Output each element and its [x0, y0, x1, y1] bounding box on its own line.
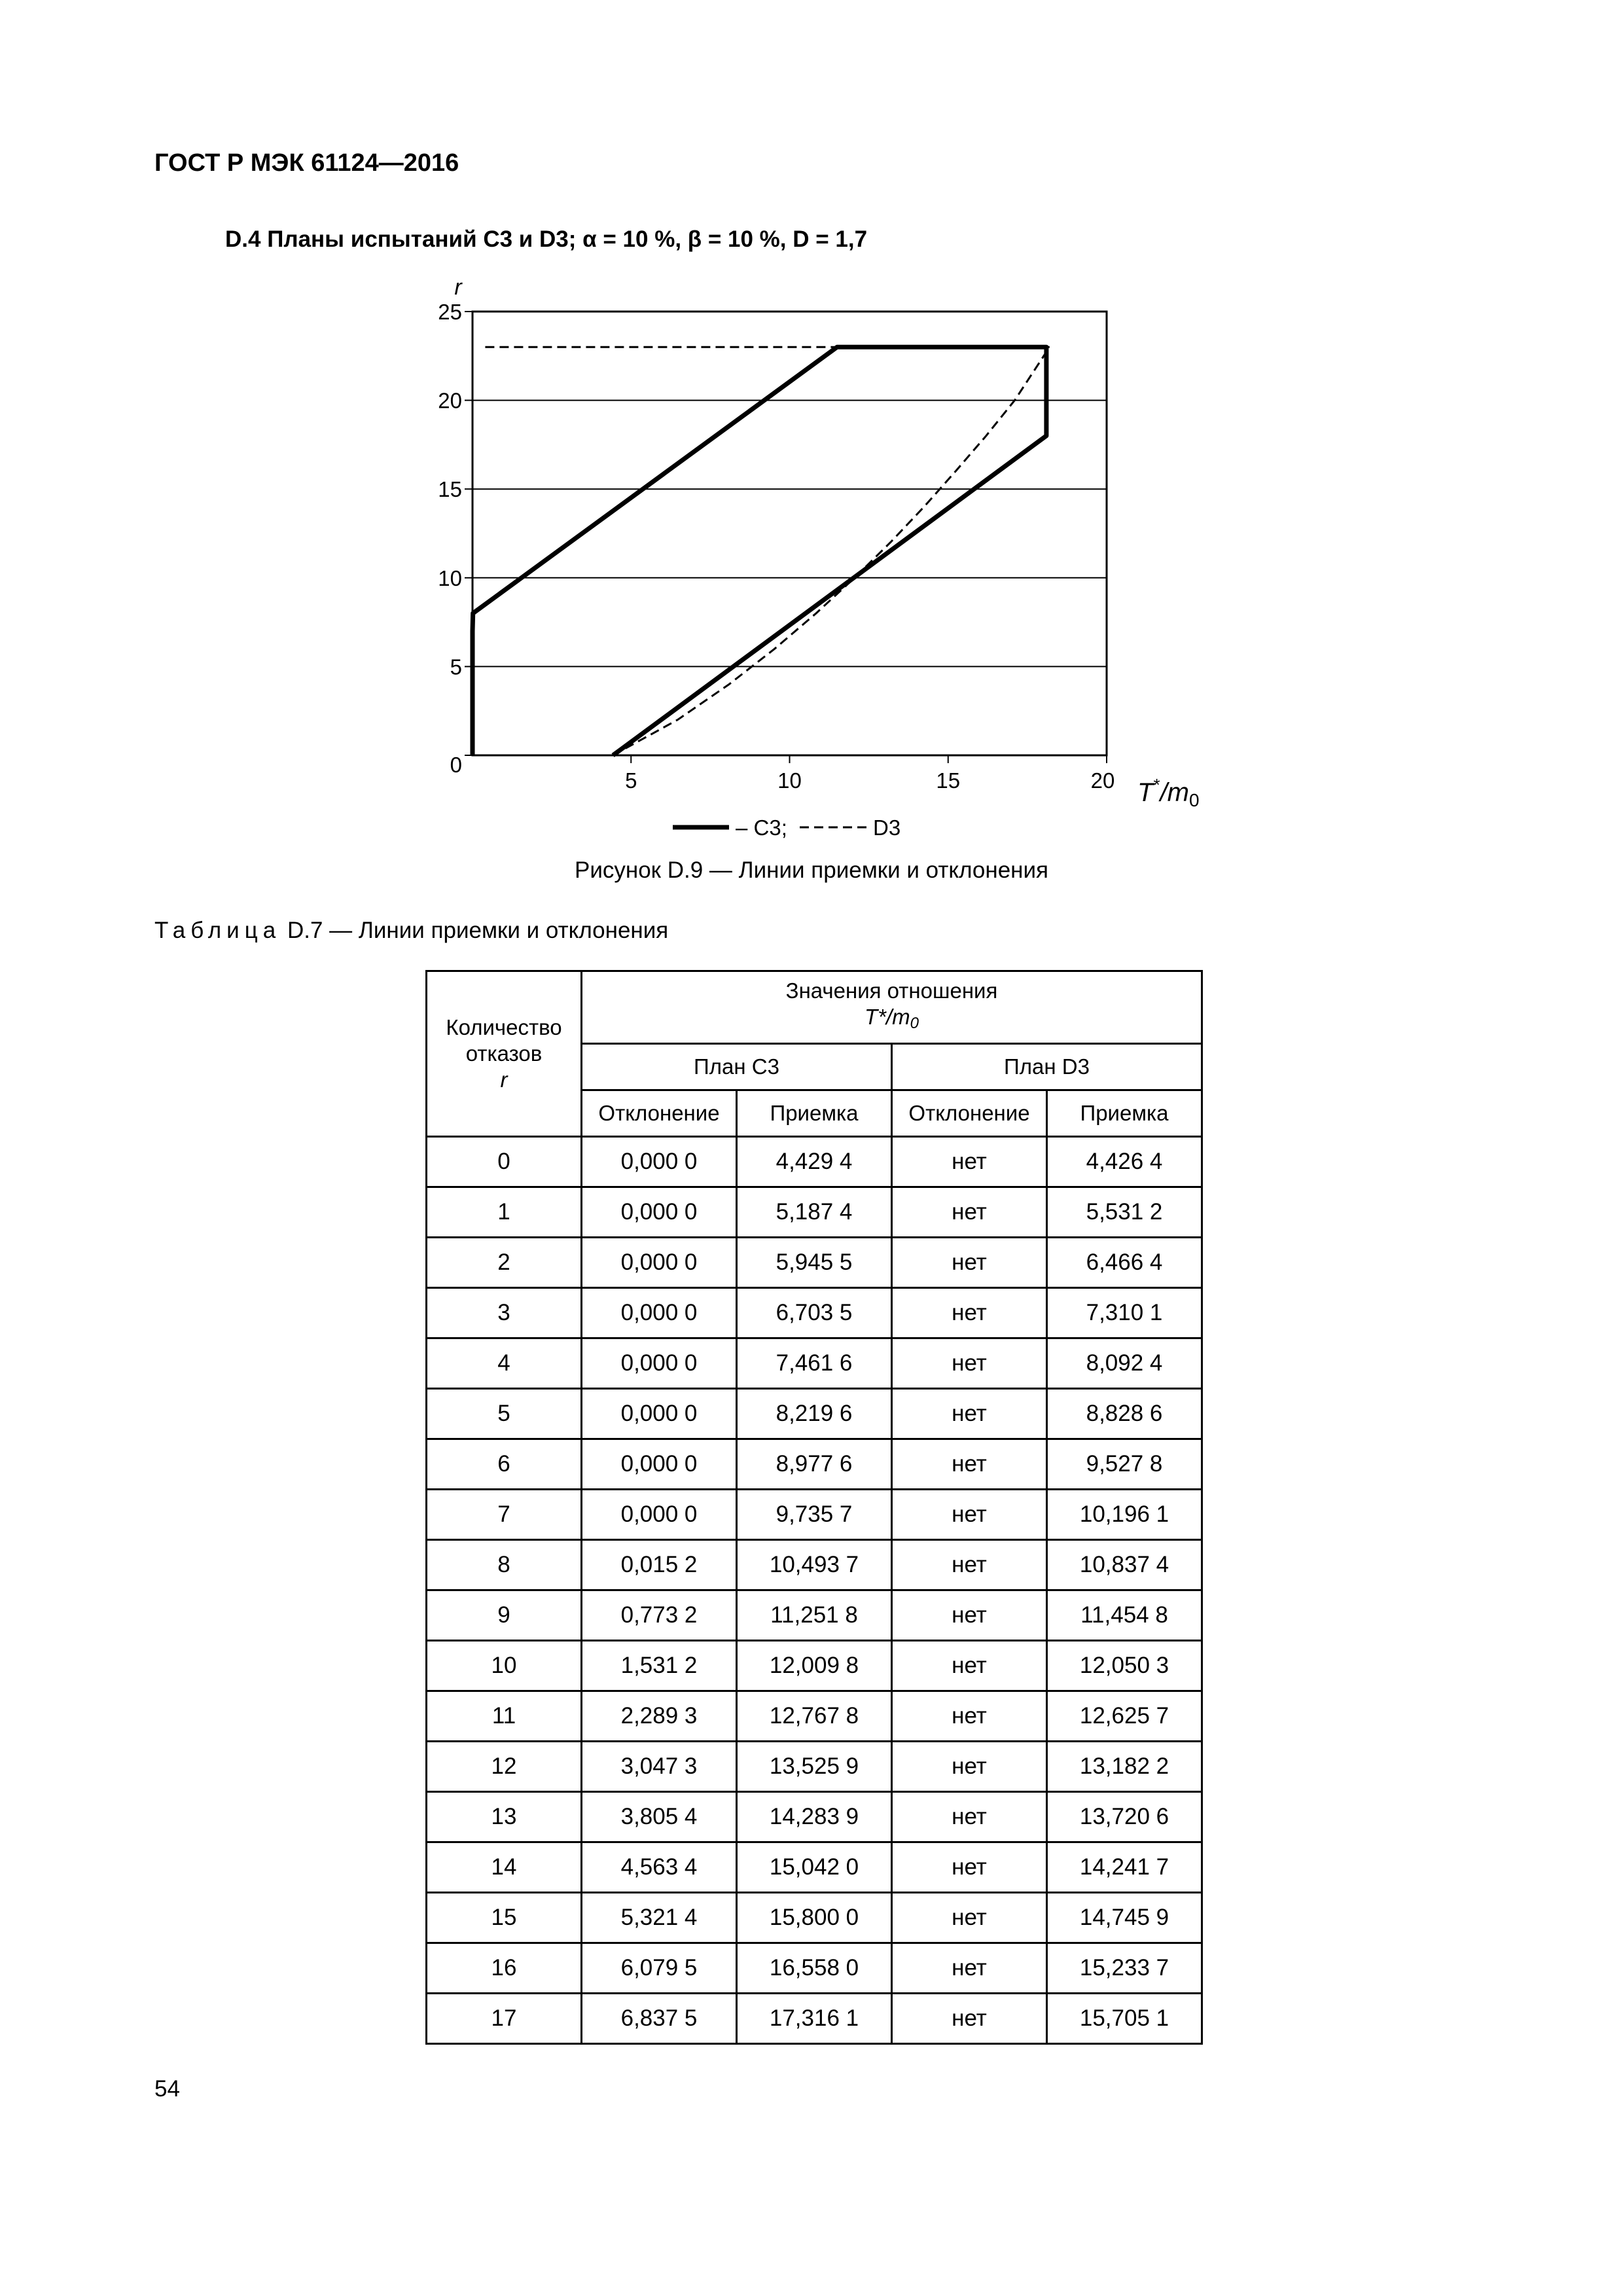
- cell-d3-reject: нет: [892, 1137, 1047, 1187]
- cell-r: 3: [427, 1288, 582, 1338]
- cell-d3-reject: нет: [892, 1288, 1047, 1338]
- cell-c3-reject: 3,047 3: [582, 1742, 737, 1792]
- cell-c3-accept: 16,558 0: [737, 1943, 892, 1994]
- table-row: [427, 1187, 1202, 1238]
- y-tick-labels: [438, 300, 462, 777]
- y-tick-label: 10: [438, 565, 462, 590]
- cell-r: 0: [427, 1137, 582, 1187]
- table-row: [427, 1338, 1202, 1389]
- header-c3-reject: Отклонение: [582, 1090, 737, 1137]
- table-row: [427, 1842, 1202, 1893]
- table-caption: [154, 918, 668, 944]
- cell-c3-accept: 8,977 6: [737, 1439, 892, 1490]
- table-body: [427, 1137, 1202, 2044]
- series-line-d3: [613, 347, 1050, 755]
- cell-d3-reject: нет: [892, 1893, 1047, 1943]
- figure-caption: Рисунок D.9 — Линии приемки и отклонения: [574, 857, 1048, 883]
- table-row: [427, 1641, 1202, 1691]
- cell-d3-reject: нет: [892, 1187, 1047, 1238]
- cell-d3-accept: 7,310 1: [1047, 1288, 1202, 1338]
- cell-r: 12: [427, 1742, 582, 1792]
- cell-d3-accept: 11,454 8: [1047, 1590, 1202, 1641]
- cell-c3-accept: 11,251 8: [737, 1590, 892, 1641]
- cell-c3-reject: 6,837 5: [582, 1994, 737, 2044]
- header-d3-reject: Отклонение: [892, 1090, 1047, 1137]
- cell-d3-reject: нет: [892, 1590, 1047, 1641]
- cell-d3-reject: нет: [892, 1540, 1047, 1590]
- legend-label-d3: D3: [873, 816, 901, 840]
- cell-r: 17: [427, 1994, 582, 2044]
- cell-d3-accept: 14,745 9: [1047, 1893, 1202, 1943]
- cell-d3-accept: 15,705 1: [1047, 1994, 1202, 2044]
- cell-c3-accept: 6,703 5: [737, 1288, 892, 1338]
- cell-r: 5: [427, 1389, 582, 1439]
- header-failures-count: Количество отказов r: [427, 971, 582, 1137]
- cell-c3-reject: 4,563 4: [582, 1842, 737, 1893]
- cell-c3-accept: 5,187 4: [737, 1187, 892, 1238]
- x-tick-labels: [625, 768, 1115, 793]
- cell-c3-reject: 0,015 2: [582, 1540, 737, 1590]
- cell-c3-reject: 0,000 0: [582, 1288, 737, 1338]
- cell-d3-accept: 14,241 7: [1047, 1842, 1202, 1893]
- cell-c3-accept: 10,493 7: [737, 1540, 892, 1590]
- cell-c3-reject: 2,289 3: [582, 1691, 737, 1742]
- cell-c3-accept: 5,945 5: [737, 1238, 892, 1288]
- cell-d3-reject: нет: [892, 1389, 1047, 1439]
- header-d3-accept: Приемка: [1047, 1090, 1202, 1137]
- cell-d3-reject: нет: [892, 1338, 1047, 1389]
- cell-d3-accept: 12,050 3: [1047, 1641, 1202, 1691]
- cell-d3-accept: 13,720 6: [1047, 1792, 1202, 1842]
- header-ratio-values: Значения отношения $T*/m_0$: [582, 971, 1202, 1044]
- cell-c3-accept: 17,316 1: [737, 1994, 892, 2044]
- cell-d3-reject: нет: [892, 1742, 1047, 1792]
- cell-d3-accept: 15,233 7: [1047, 1943, 1202, 1994]
- cell-r: 9: [427, 1590, 582, 1641]
- table-row: [427, 1490, 1202, 1540]
- y-tick-label: 20: [438, 388, 462, 413]
- cell-r: 13: [427, 1792, 582, 1842]
- cell-r: 4: [427, 1338, 582, 1389]
- cell-d3-accept: 9,527 8: [1047, 1439, 1202, 1490]
- header-c3-accept: Приемка: [737, 1090, 892, 1137]
- x-tick-label: 20: [1090, 768, 1115, 793]
- y-tick-label: 5: [450, 655, 462, 679]
- cell-d3-reject: нет: [892, 1943, 1047, 1994]
- table-row: [427, 1792, 1202, 1842]
- cell-d3-reject: нет: [892, 1792, 1047, 1842]
- y-tick-label: 0: [450, 753, 462, 777]
- y-tick-label: 25: [438, 300, 462, 324]
- cell-c3-reject: 0,773 2: [582, 1590, 737, 1641]
- cell-d3-accept: 6,466 4: [1047, 1238, 1202, 1288]
- cell-c3-accept: 7,461 6: [737, 1338, 892, 1389]
- cell-d3-accept: 13,182 2: [1047, 1742, 1202, 1792]
- table-row: [427, 1389, 1202, 1439]
- cell-c3-reject: 0,000 0: [582, 1137, 737, 1187]
- cell-d3-accept: 8,092 4: [1047, 1338, 1202, 1389]
- page-number: 54: [154, 2076, 180, 2102]
- cell-r: 11: [427, 1691, 582, 1742]
- x-axis-label: $T^*/m_0$: [1137, 775, 1200, 810]
- cell-c3-reject: 0,000 0: [582, 1187, 737, 1238]
- cell-d3-accept: 12,625 7: [1047, 1691, 1202, 1742]
- cell-d3-reject: нет: [892, 1238, 1047, 1288]
- table-row: [427, 1590, 1202, 1641]
- table-caption-text: D.7 — Линии приемки и отклонения: [281, 918, 669, 943]
- table-row: [427, 1742, 1202, 1792]
- cell-c3-accept: 15,042 0: [737, 1842, 892, 1893]
- cell-c3-accept: 9,735 7: [737, 1490, 892, 1540]
- cell-c3-reject: 3,805 4: [582, 1792, 737, 1842]
- grid-lines: [465, 312, 1107, 763]
- cell-d3-reject: нет: [892, 1439, 1047, 1490]
- cell-r: 6: [427, 1439, 582, 1490]
- cell-c3-accept: 14,283 9: [737, 1792, 892, 1842]
- table-row: [427, 1439, 1202, 1490]
- table-row: [427, 1288, 1202, 1338]
- cell-c3-accept: 4,429 4: [737, 1137, 892, 1187]
- data-table: [425, 970, 1203, 2045]
- cell-c3-reject: 0,000 0: [582, 1338, 737, 1389]
- section-title: D.4 Планы испытаний C3 и D3; α = 10 %, β = 10 %, D = 1,7: [225, 226, 868, 252]
- cell-d3-reject: нет: [892, 1691, 1047, 1742]
- cell-c3-reject: 0,000 0: [582, 1389, 737, 1439]
- table-row: [427, 1137, 1202, 1187]
- cell-r: 7: [427, 1490, 582, 1540]
- cell-c3-reject: 0,000 0: [582, 1439, 737, 1490]
- cell-r: 15: [427, 1893, 582, 1943]
- table-row: [427, 1540, 1202, 1590]
- header-plan-d3: План D3: [892, 1044, 1202, 1090]
- legend-label-c3: – C3;: [736, 816, 787, 840]
- cell-d3-accept: 10,837 4: [1047, 1540, 1202, 1590]
- series-layer: [473, 347, 1050, 755]
- cell-d3-accept: 5,531 2: [1047, 1187, 1202, 1238]
- cell-d3-reject: нет: [892, 1842, 1047, 1893]
- cell-d3-reject: нет: [892, 1490, 1047, 1540]
- figure-chart: [419, 268, 1230, 844]
- table-row: [427, 1691, 1202, 1742]
- cell-r: 10: [427, 1641, 582, 1691]
- series-line-c3: [473, 347, 1046, 755]
- table-caption-prefix: Таблица: [154, 918, 281, 943]
- cell-c3-reject: 1,531 2: [582, 1641, 737, 1691]
- cell-r: 14: [427, 1842, 582, 1893]
- table-row: [427, 1994, 1202, 2044]
- cell-c3-reject: 5,321 4: [582, 1893, 737, 1943]
- x-tick-label: 5: [625, 768, 637, 793]
- cell-d3-accept: 4,426 4: [1047, 1137, 1202, 1187]
- y-axis-label: r: [454, 275, 462, 300]
- cell-d3-reject: нет: [892, 1994, 1047, 2044]
- table-row: [427, 1238, 1202, 1288]
- cell-r: 8: [427, 1540, 582, 1590]
- table-row: [427, 1943, 1202, 1994]
- cell-c3-accept: 15,800 0: [737, 1893, 892, 1943]
- y-tick-label: 15: [438, 477, 462, 502]
- cell-c3-accept: 8,219 6: [737, 1389, 892, 1439]
- cell-c3-reject: 0,000 0: [582, 1490, 737, 1540]
- cell-c3-reject: 6,079 5: [582, 1943, 737, 1994]
- cell-d3-accept: 10,196 1: [1047, 1490, 1202, 1540]
- chart-legend: [673, 816, 901, 840]
- plot-frame: [473, 312, 1107, 755]
- cell-c3-reject: 0,000 0: [582, 1238, 737, 1288]
- x-tick-label: 10: [777, 768, 802, 793]
- cell-c3-accept: 12,767 8: [737, 1691, 892, 1742]
- cell-r: 16: [427, 1943, 582, 1994]
- cell-c3-accept: 13,525 9: [737, 1742, 892, 1792]
- cell-d3-accept: 8,828 6: [1047, 1389, 1202, 1439]
- cell-d3-reject: нет: [892, 1641, 1047, 1691]
- cell-c3-accept: 12,009 8: [737, 1641, 892, 1691]
- cell-r: 1: [427, 1187, 582, 1238]
- cell-r: 2: [427, 1238, 582, 1288]
- x-tick-label: 15: [936, 768, 961, 793]
- document-header: ГОСТ Р МЭК 61124—2016: [154, 149, 459, 177]
- table-row: [427, 1893, 1202, 1943]
- header-plan-c3: План C3: [582, 1044, 892, 1090]
